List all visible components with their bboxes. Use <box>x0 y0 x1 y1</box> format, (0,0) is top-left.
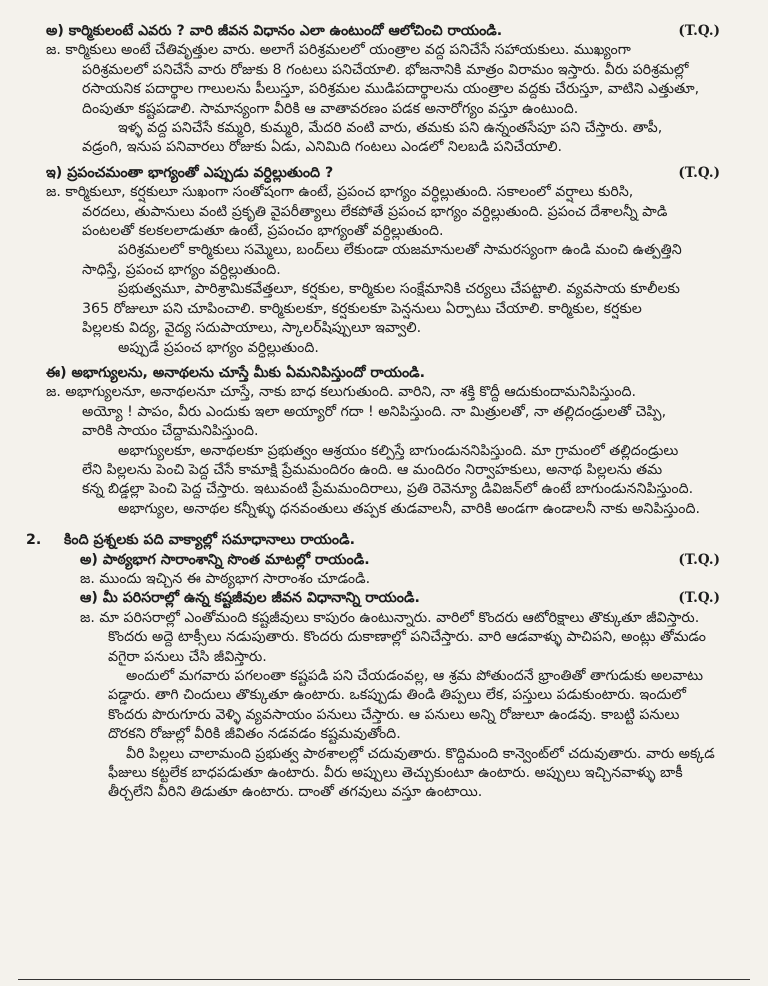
answer-continuation <box>26 461 742 480</box>
answer-line <box>26 41 742 60</box>
line-text: 365 రోజులూ పని చూపించాలి. కార్మికులకూ, కర్షకులకూ పెన్షనులు ఏర్పాటు చేయాలి. కార్మికుల, కర్షకుల <box>82 300 642 317</box>
paragraph-indent-line <box>26 119 742 138</box>
line-text: ఇళ్ళ వద్ద పనిచేసే కమ్మరి, కుమ్మరి, మేదరి వంటి వారు, తమకు పని ఉన్నంతసేపూ పని చేస్తారు. తాపీ, <box>118 120 663 137</box>
line-text: కింది ప్రశ్నలకు పది వాక్యాల్లో సమాధానాలు రాయండి. <box>64 532 355 549</box>
line-text: ప్రభుత్వమూ, పారిశ్రామికవేత్తలూ, కర్షకుల, కార్మికుల సంక్షేమానికి చర్యలు చేపట్టాలి. వ్యవసాయ కూలీలకు <box>118 281 680 298</box>
question-heading <box>26 364 742 383</box>
textbook-question-tag: (T.Q.) <box>678 164 720 181</box>
line-text: వరదలు, తుపానులు వంటి ప్రకృతి వైపరీత్యాలు లేకపోతే ప్రపంచ భాగ్యం వర్ధిల్లుతుంది. ప్రపంచ దేశాలన్నీ పాడి <box>82 203 668 220</box>
answer-line <box>26 570 742 589</box>
paragraph-indent-line <box>26 442 742 461</box>
paragraph-indent-line <box>26 745 742 764</box>
line-text: వగైరా పనులు చేసి జీవిస్తారు. <box>108 648 267 665</box>
line-text: కన్న బిడ్డల్లా పెంచి పెద్ద చేస్తారు. ఇటువంటి ప్రేమమందిరాలు, ప్రతి రెవెన్యూ డివిజన్‌లో ఉంటే బాగుండుననిపిస్తుంది. <box>82 481 694 498</box>
answer-continuation <box>26 203 742 222</box>
line-text: జ. అభాగ్యులనూ, అనాథలనూ చూస్తే, నాకు బాధ కలుగుతుంది. వారిని, నా శక్తి కొద్దీ ఆదుకుందామనిపిస్తుంది. <box>46 384 637 401</box>
answer-line <box>26 609 742 628</box>
textbook-question-tag: (T.Q.) <box>678 23 720 39</box>
line-text: అయ్యో ! పాపం, వీరు ఎందుకు ఇలా అయ్యారో గదా ! అనిపిస్తుంది. నా మిత్రులతో, నా తల్లిదండ్రులతో చెప్పి, <box>82 403 667 420</box>
line-text: దింపుతూ కష్టపడాలి. సామాన్యంగా వీరికి ఆ వాతావరణం పడక అనారోగ్యం వస్తూ ఉంటుంది. <box>82 100 579 117</box>
paragraph-indent-line <box>26 280 742 299</box>
line-text: అప్పుడే ప్రపంచ భాగ్యం వర్ధిల్లుతుంది. <box>118 339 319 356</box>
line-text: వారికి సాయం చేద్దామనిపిస్తుంది. <box>82 423 259 440</box>
answer-continuation <box>26 706 742 725</box>
line-text: వీరి పిల్లలు చాలామంది ప్రభుత్వ పాఠశాలల్లో చదువుతారు. కొద్దిమంది కాన్వెంట్‌లో చదువుతారు. వారు అక్కడ <box>126 745 715 762</box>
line-text: పరిశ్రమలలో కార్మికులు సమ్మెలు, బంద్‌లు లేకుండా యజమానులతో సామరస్యంగా ఉండి మంచి ఉత్పత్తిని <box>118 242 682 259</box>
answer-continuation <box>26 100 742 119</box>
line-text: అభాగ్యులకూ, అనాథలకూ ప్రభుత్వం ఆశ్రయం కల్పిస్తే బాగుండుననిపిస్తుంది. మా గ్రామంలో తల్లిదండ్రులు <box>118 442 679 459</box>
line-text: రసాయనిక పదార్థాల గాలులను పీలుస్తూ, పరిశ్రమల ముడిపదార్థాలను యంత్రాల వద్దకు చేరుస్తూ, వాటిని ఎత్తుతూ, <box>82 81 700 98</box>
answer-continuation <box>26 764 742 783</box>
document-body <box>26 22 742 803</box>
line-text: కొందరు అద్దె టాక్సీలు నడుపుతారు. కొందరు దుకాణాల్లో పనిచేస్తారు. వారి ఆడవాళ్ళు పాచిపని, అంట్లు తోమడం <box>108 629 706 646</box>
line-text: జ. మా పరిసరాల్లో ఎంతోమంది కష్టజీవులు కాపురం ఉంటున్నారు. వారిలో కొందరు ఆటోరిక్షాలు తొక్కుతూ జీవిస్తారు. <box>80 609 700 626</box>
paragraph-indent-line <box>26 667 742 686</box>
answer-continuation <box>26 80 742 99</box>
paragraph-indent-line <box>26 339 742 358</box>
line-text: ఫీజులు కట్టలేక బాధపడుతూ ఉంటారు. వీరు అప్పులు తెచ్చుకుంటూ ఉంటారు. అప్పులు ఇచ్చినవాళ్ళు బాకీ <box>108 765 683 782</box>
line-text: జ. కార్మికులు అంటే చేతివృత్తుల వారు. అలాగే పరిశ్రమలలో యంత్రాల వద్ద పనిచేసే సహాయకులు. ముఖ్యంగా <box>46 42 631 59</box>
answer-continuation <box>26 628 742 647</box>
question-heading <box>26 22 742 41</box>
textbook-question-tag: (T.Q.) <box>678 590 720 607</box>
answer-continuation <box>26 300 742 319</box>
line-text: అ) పాఠ్యభాగ సారాంశాన్ని సొంత మాటల్లో రాయండి. <box>80 551 370 568</box>
paragraph-indent-line <box>26 241 742 260</box>
answer-continuation <box>26 319 742 338</box>
line-text: అభాగ్యుల, అనాథల కన్నీళ్ళు ధనవంతులు తప్పక తుడవాలనీ, వారికి అండగా ఉండాలనీ నాకు అనిపిస్తుంది. <box>118 500 700 517</box>
answer-continuation <box>26 725 742 744</box>
answer-continuation <box>26 648 742 667</box>
section-heading <box>26 531 742 550</box>
line-text: జ. కార్మికులూ, కర్షకులూ సుఖంగా సంతోషంగా ఉంటే, ప్రపంచ భాగ్యం వర్ధిల్లుతుంది. సకాలంలో వర్షాలు కురిసి, <box>46 184 634 201</box>
line-text: అందులో మగవారు పగలంతా కష్టపడి పని చేయడంవల్ల, ఆ శ్రమ పోతుందనే భ్రాంతితో తాగుడుకు అలవాటు <box>126 668 704 684</box>
answer-continuation <box>26 138 742 157</box>
answer-line <box>26 183 742 202</box>
line-text: ఈ) అభాగ్యులను, అనాథలను చూస్తే మీకు ఏమనిపిస్తుందో రాయండి. <box>46 364 426 381</box>
answer-line <box>26 383 742 402</box>
bottom-divider <box>18 979 750 980</box>
question-heading <box>26 551 742 570</box>
answer-continuation <box>26 261 742 280</box>
answer-continuation <box>26 403 742 422</box>
answer-continuation <box>26 61 742 80</box>
line-text: సాధిస్తే, ప్రపంచ భాగ్యం వర్ధిల్లుతుంది. <box>82 261 281 278</box>
question-heading <box>26 589 742 608</box>
paragraph-indent-line <box>26 500 742 519</box>
line-text: ఇ) ప్రపంచమంతా భాగ్యంతో ఎప్పుడు వర్ధిల్లుతుంది ? <box>46 164 334 181</box>
textbook-question-tag: (T.Q.) <box>678 551 720 568</box>
line-text: ఆ) మీ పరిసరాల్లో ఉన్న కష్టజీవుల జీవన విధానాన్ని రాయండి. <box>80 590 420 607</box>
line-text: అ) కార్మికులంటే ఎవరు ? వారి జీవన విధానం ఎలా ఉంటుందో ఆలోచించి రాయండి. <box>46 23 503 39</box>
line-text: వడ్రంగి, ఇనుప పనివారలు రోజుకు ఏడు, ఎనిమిది గంటలు ఎండలో నిలబడి పనిచేయాలి. <box>82 139 563 156</box>
line-text: కొందరు పొరుగూరు వెళ్ళి వ్యవసాయం పనులు చేస్తారు. ఆ పనులు అన్ని రోజులూ ఉండవు. కాబట్టి పనులు <box>108 706 680 723</box>
line-text: లేని పిల్లలను పెంచి పెద్ద చేసే కామాక్షి ప్రేమమందిరం ఉంది. ఆ మందిరం నిర్వాహకులు, అనాథ పిల్లలను తమ <box>82 461 663 478</box>
answer-continuation <box>26 422 742 441</box>
line-text: పరిశ్రమలలో పనిచేసే వారు రోజుకు 8 గంటలు పనిచేయాలి. భోజనానికి మాత్రం విరామం ఇస్తారు. వీరు పరిశ్రమల్లో <box>82 61 689 78</box>
line-text: తీర్చలేని వీరిని తిడుతూ ఉంటారు. దాంతో తగవులు వస్తూ ఉంటాయి. <box>108 784 483 801</box>
answer-continuation <box>26 686 742 705</box>
line-text: దొరకని రోజుల్లో వీరికి జీవితం నడవడం కష్టమవుతోంది. <box>108 726 401 743</box>
answer-continuation <box>26 222 742 241</box>
line-text: పంటలతో కలకలలాడుతూ ఉంటే, ప్రపంచం భాగ్యంతో వర్ధిల్లుతుంది. <box>82 223 444 240</box>
answer-continuation <box>26 480 742 499</box>
section-number: 2. <box>26 532 42 549</box>
spacer <box>26 519 742 525</box>
line-text: జ. ముందు ఇచ్చిన ఈ పాఠ్యభాగ సారాంశం చూడండి. <box>80 570 371 587</box>
line-text: పడ్డారు. తాగి చిందులు తొక్కుతూ ఉంటారు. ఒకప్పుడు తిండి తిప్పలు లేక, పస్తులు పడుకుంటారు. ఇందులో <box>108 687 687 704</box>
answer-continuation <box>26 783 742 802</box>
line-text: పిల్లలకు విద్య, వైద్య సదుపాయాలు, స్కాలర్‌షిప్పులూ ఇవ్వాలి. <box>82 320 422 337</box>
question-heading <box>26 164 742 183</box>
